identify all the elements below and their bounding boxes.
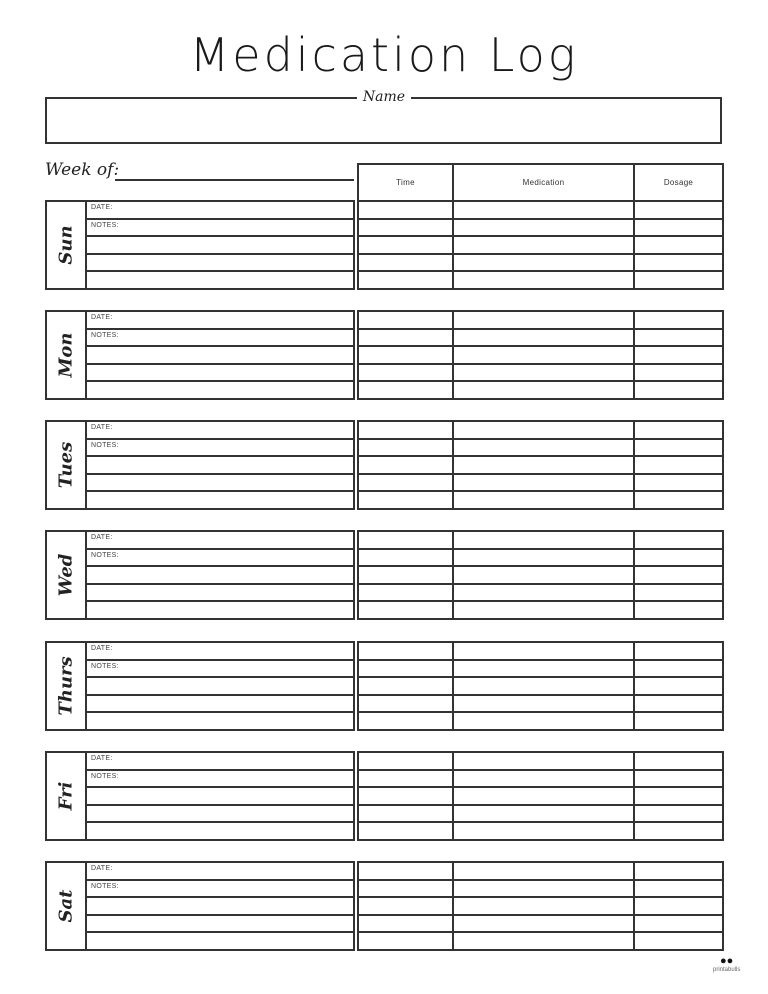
dosage-cell[interactable] xyxy=(635,365,722,381)
medication-cell[interactable] xyxy=(454,898,635,914)
table-row xyxy=(359,788,722,806)
medication-cell[interactable] xyxy=(454,440,635,456)
medication-cell[interactable] xyxy=(454,771,635,787)
medication-cell[interactable] xyxy=(454,532,635,548)
medication-cell[interactable] xyxy=(454,863,635,879)
time-cell[interactable] xyxy=(359,753,454,769)
dosage-cell[interactable] xyxy=(635,916,722,932)
medication-cell[interactable] xyxy=(454,202,635,218)
time-cell[interactable] xyxy=(359,422,454,438)
notes-extra-line[interactable] xyxy=(87,585,353,603)
notes-extra-line[interactable] xyxy=(87,365,353,383)
notes-extra-line[interactable] xyxy=(87,933,353,949)
dosage-cell[interactable] xyxy=(635,678,722,694)
time-cell[interactable] xyxy=(359,440,454,456)
day-notes-box xyxy=(45,530,355,620)
table-row xyxy=(359,382,722,398)
time-cell[interactable] xyxy=(359,312,454,328)
medication-cell[interactable] xyxy=(454,475,635,491)
notes-line[interactable]: NOTES: xyxy=(87,661,353,679)
time-cell[interactable] xyxy=(359,916,454,932)
time-cell[interactable] xyxy=(359,330,454,346)
medication-cell[interactable] xyxy=(454,312,635,328)
notes-extra-line[interactable] xyxy=(87,255,353,273)
time-cell[interactable] xyxy=(359,347,454,363)
dosage-cell[interactable] xyxy=(635,823,722,839)
dosage-cell[interactable] xyxy=(635,696,722,712)
time-cell[interactable] xyxy=(359,492,454,508)
notes-extra-line[interactable] xyxy=(87,823,353,839)
notes-extra-line[interactable] xyxy=(87,457,353,475)
time-cell[interactable] xyxy=(359,771,454,787)
medication-cell[interactable] xyxy=(454,661,635,677)
time-cell[interactable] xyxy=(359,806,454,822)
table-row xyxy=(359,202,722,220)
date-line[interactable]: DATE: xyxy=(87,863,353,881)
time-cell[interactable] xyxy=(359,696,454,712)
notes-extra-line[interactable] xyxy=(87,788,353,806)
medication-cell[interactable] xyxy=(454,347,635,363)
time-cell[interactable] xyxy=(359,863,454,879)
dosage-cell[interactable] xyxy=(635,440,722,456)
medication-cell[interactable] xyxy=(454,255,635,271)
week-of-field[interactable] xyxy=(115,179,354,181)
table-row xyxy=(359,492,722,508)
time-cell[interactable] xyxy=(359,475,454,491)
time-cell[interactable] xyxy=(359,713,454,729)
table-row xyxy=(359,237,722,255)
dosage-cell[interactable] xyxy=(635,567,722,583)
week-of-label: Week of: xyxy=(45,160,120,180)
bulldog-icon: ●● xyxy=(720,955,734,967)
table-row xyxy=(359,933,722,949)
dosage-cell[interactable] xyxy=(635,475,722,491)
table-row xyxy=(359,312,722,330)
table-row xyxy=(359,475,722,493)
notes-lines xyxy=(87,422,353,508)
dosage-cell[interactable] xyxy=(635,898,722,914)
time-cell[interactable] xyxy=(359,898,454,914)
notes-extra-line[interactable] xyxy=(87,382,353,398)
dosage-cell[interactable] xyxy=(635,330,722,346)
medication-cell[interactable] xyxy=(454,422,635,438)
table-row xyxy=(359,661,722,679)
table-row xyxy=(359,806,722,824)
table-row xyxy=(359,898,722,916)
medication-table xyxy=(357,861,724,951)
day-label: Mon xyxy=(55,332,77,378)
time-cell[interactable] xyxy=(359,272,454,288)
table-row xyxy=(359,272,722,288)
dosage-cell[interactable] xyxy=(635,713,722,729)
page-title: Medication Log xyxy=(189,28,579,82)
notes-extra-line[interactable] xyxy=(87,237,353,255)
table-row xyxy=(359,823,722,839)
notes-extra-line[interactable] xyxy=(87,475,353,493)
dosage-cell[interactable] xyxy=(635,753,722,769)
time-cell[interactable] xyxy=(359,602,454,618)
notes-lines xyxy=(87,863,353,949)
notes-line[interactable]: NOTES: xyxy=(87,440,353,458)
dosage-cell[interactable] xyxy=(635,771,722,787)
dosage-cell[interactable] xyxy=(635,806,722,822)
time-cell[interactable] xyxy=(359,788,454,804)
date-line[interactable]: DATE: xyxy=(87,643,353,661)
medication-table xyxy=(357,641,724,731)
notes-line[interactable]: NOTES: xyxy=(87,550,353,568)
table-row xyxy=(359,220,722,238)
table-row xyxy=(359,330,722,348)
table-row xyxy=(359,550,722,568)
notes-extra-line[interactable] xyxy=(87,898,353,916)
medication-cell[interactable] xyxy=(454,330,635,346)
notes-extra-line[interactable] xyxy=(87,272,353,288)
medication-cell[interactable] xyxy=(454,713,635,729)
notes-line[interactable]: NOTES: xyxy=(87,220,353,238)
time-header: Time xyxy=(359,165,454,200)
table-row xyxy=(359,678,722,696)
notes-line[interactable]: NOTES: xyxy=(87,771,353,789)
notes-lines xyxy=(87,312,353,398)
day-label: Thurs xyxy=(55,656,77,716)
table-row xyxy=(359,771,722,789)
table-row xyxy=(359,713,722,729)
day-label-cell xyxy=(47,532,87,618)
notes-lines xyxy=(87,202,353,288)
name-label: Name xyxy=(357,89,411,105)
day-label: Wed xyxy=(55,553,77,597)
dosage-cell[interactable] xyxy=(635,585,722,601)
medication-table xyxy=(357,310,724,400)
time-cell[interactable] xyxy=(359,255,454,271)
medication-table xyxy=(357,530,724,620)
day-notes-box xyxy=(45,861,355,951)
day-notes-box xyxy=(45,751,355,841)
notes-extra-line[interactable] xyxy=(87,567,353,585)
dosage-cell[interactable] xyxy=(635,863,722,879)
table-header xyxy=(357,163,724,202)
dosage-cell[interactable] xyxy=(635,661,722,677)
table-row xyxy=(359,457,722,475)
notes-lines xyxy=(87,643,353,729)
date-line[interactable]: DATE: xyxy=(87,422,353,440)
dosage-cell[interactable] xyxy=(635,220,722,236)
date-line[interactable]: DATE: xyxy=(87,532,353,550)
dosage-header: Dosage xyxy=(663,178,694,187)
dosage-cell[interactable] xyxy=(635,492,722,508)
medication-cell[interactable] xyxy=(454,881,635,897)
medication-header: Medication xyxy=(454,165,635,200)
dosage-cell[interactable] xyxy=(635,550,722,566)
table-row xyxy=(359,347,722,365)
notes-extra-line[interactable] xyxy=(87,806,353,824)
medication-table xyxy=(357,420,724,510)
medication-cell[interactable] xyxy=(454,550,635,566)
time-cell[interactable] xyxy=(359,661,454,677)
medication-cell[interactable] xyxy=(454,788,635,804)
medication-cell[interactable] xyxy=(454,365,635,381)
table-row xyxy=(359,365,722,383)
date-line[interactable]: DATE: xyxy=(87,312,353,330)
medication-cell[interactable] xyxy=(454,457,635,473)
medication-cell[interactable] xyxy=(454,220,635,236)
medication-cell[interactable] xyxy=(454,382,635,398)
dosage-cell[interactable] xyxy=(635,602,722,618)
table-row xyxy=(359,753,722,771)
dosage-cell[interactable] xyxy=(635,457,722,473)
time-cell[interactable] xyxy=(359,933,454,949)
day-label-cell xyxy=(47,753,87,839)
time-cell[interactable] xyxy=(359,237,454,253)
table-row xyxy=(359,863,722,881)
table-row xyxy=(359,422,722,440)
dosage-cell[interactable] xyxy=(635,347,722,363)
dosage-cell[interactable] xyxy=(635,237,722,253)
dosage-cell[interactable] xyxy=(635,788,722,804)
day-label: Fri xyxy=(55,781,77,811)
table-row xyxy=(359,916,722,934)
notes-extra-line[interactable] xyxy=(87,602,353,618)
date-line[interactable]: DATE: xyxy=(87,202,353,220)
medication-cell[interactable] xyxy=(454,602,635,618)
table-row xyxy=(359,643,722,661)
table-row xyxy=(359,567,722,585)
day-label-cell xyxy=(47,312,87,398)
medication-cell[interactable] xyxy=(454,916,635,932)
medication-cell[interactable] xyxy=(454,237,635,253)
logo-text: printabulls xyxy=(713,967,741,973)
medication-table xyxy=(357,751,724,841)
dosage-cell[interactable] xyxy=(635,272,722,288)
table-row xyxy=(359,585,722,603)
dosage-cell[interactable] xyxy=(635,202,722,218)
day-notes-box xyxy=(45,420,355,510)
notes-extra-line[interactable] xyxy=(87,696,353,714)
time-cell[interactable] xyxy=(359,823,454,839)
time-cell[interactable] xyxy=(359,881,454,897)
medication-cell[interactable] xyxy=(454,823,635,839)
day-label-cell xyxy=(47,422,87,508)
table-row xyxy=(359,532,722,550)
medication-cell[interactable] xyxy=(454,696,635,712)
notes-line[interactable]: NOTES: xyxy=(87,330,353,348)
time-cell[interactable] xyxy=(359,202,454,218)
notes-lines xyxy=(87,753,353,839)
time-cell[interactable] xyxy=(359,382,454,398)
dosage-cell[interactable] xyxy=(635,643,722,659)
notes-extra-line[interactable] xyxy=(87,347,353,365)
printabulls-logo xyxy=(713,955,740,973)
time-cell[interactable] xyxy=(359,365,454,381)
date-line[interactable]: DATE: xyxy=(87,753,353,771)
time-cell[interactable] xyxy=(359,678,454,694)
dosage-cell[interactable] xyxy=(635,933,722,949)
notes-extra-line[interactable] xyxy=(87,678,353,696)
time-cell[interactable] xyxy=(359,585,454,601)
medication-cell[interactable] xyxy=(454,272,635,288)
time-cell[interactable] xyxy=(359,643,454,659)
time-cell[interactable] xyxy=(359,457,454,473)
day-notes-box xyxy=(45,310,355,400)
medication-cell[interactable] xyxy=(454,585,635,601)
dosage-cell[interactable] xyxy=(635,255,722,271)
notes-extra-line[interactable] xyxy=(87,713,353,729)
dosage-cell[interactable] xyxy=(635,312,722,328)
time-cell[interactable] xyxy=(359,220,454,236)
day-label: Sat xyxy=(55,889,77,923)
medication-cell[interactable] xyxy=(454,643,635,659)
medication-cell[interactable] xyxy=(454,678,635,694)
table-row xyxy=(359,255,722,273)
day-label-cell xyxy=(47,643,87,729)
medication-cell[interactable] xyxy=(454,933,635,949)
table-row xyxy=(359,696,722,714)
notes-extra-line[interactable] xyxy=(87,916,353,934)
time-cell[interactable] xyxy=(359,532,454,548)
notes-extra-line[interactable] xyxy=(87,492,353,508)
day-label-cell xyxy=(47,863,87,949)
time-cell[interactable] xyxy=(359,567,454,583)
dosage-cell[interactable] xyxy=(635,881,722,897)
notes-line[interactable]: NOTES: xyxy=(87,881,353,899)
time-cell[interactable] xyxy=(359,550,454,566)
medication-table xyxy=(357,200,724,290)
dosage-cell[interactable] xyxy=(635,532,722,548)
medication-cell[interactable] xyxy=(454,567,635,583)
medication-cell[interactable] xyxy=(454,492,635,508)
day-label: Sun xyxy=(55,225,77,265)
dosage-cell[interactable] xyxy=(635,382,722,398)
day-notes-box xyxy=(45,641,355,731)
table-row xyxy=(359,881,722,899)
table-row xyxy=(359,602,722,618)
table-row xyxy=(359,440,722,458)
medication-cell[interactable] xyxy=(454,806,635,822)
notes-lines xyxy=(87,532,353,618)
medication-cell[interactable] xyxy=(454,753,635,769)
day-notes-box xyxy=(45,200,355,290)
dosage-cell[interactable] xyxy=(635,422,722,438)
day-label: Tues xyxy=(55,441,77,489)
day-label-cell xyxy=(47,202,87,288)
